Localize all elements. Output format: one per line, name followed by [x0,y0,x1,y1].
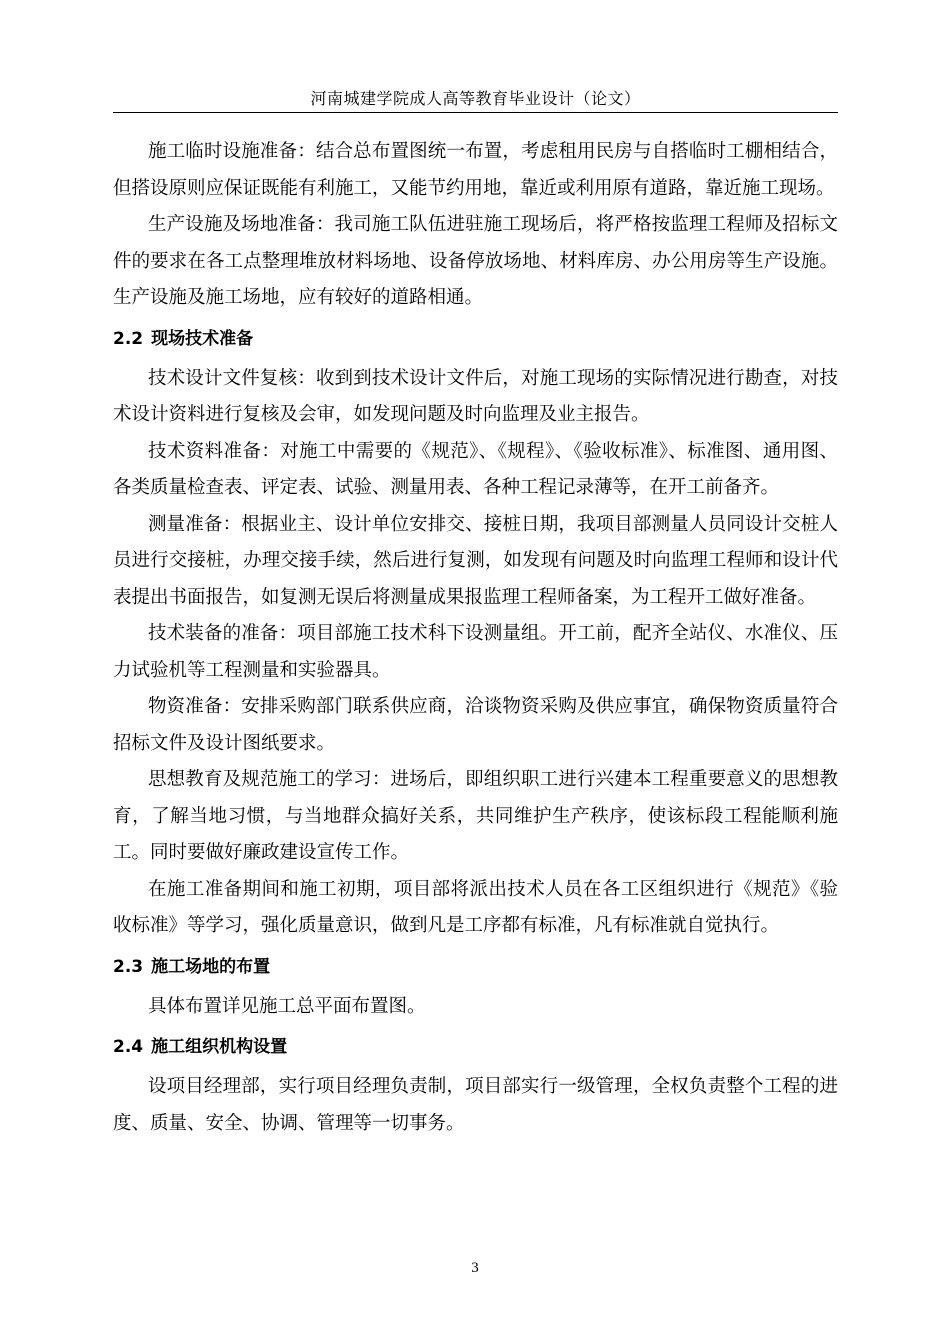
paragraph-survey-preparation: 测量准备：根据业主、设计单位安排交、接桩日期，我项目部测量人员同设计交桩人员进行交接桩，办理交接手续，然后进行复测，如发现有问题及时向监理工程师和设计代表提出书面报告，如复测无误后将测量成果报监理工程师备案，为工程开工做好准备。 [113,513,838,608]
section-title: 施工场地的布置 [151,956,271,977]
document-body [113,134,838,1142]
section-number: 2.4 [113,1037,144,1057]
section-number: 2.2 [113,328,144,349]
section-title: 现场技术准备 [151,328,254,349]
section-number: 2.3 [113,956,144,977]
paragraph-organization: 设项目经理部，实行项目经理负责制，项目部实行一级管理，全权负责整个工程的进度、质量、安全、协调、管理等一切事务。 [113,1076,838,1134]
paragraph-temporary-facilities: 施工临时设施准备：结合总布置图统一布置，考虑租用民房与自搭临时工棚相结合，但搭设原则应保证既能有利施工，又能节约用地，靠近或利用原有道路，靠近施工现场。 [113,141,838,199]
paragraph-materials-preparation: 物资准备：安排采购部门联系供应商，洽谈物资采购及供应事宜，确保物资质量符合招标文件及设计图纸要求。 [113,696,838,754]
paragraph-equipment-preparation: 技术装备的准备：项目部施工技术科下设测量组。开工前，配齐全站仪、水准仪、压力试验机等工程测量和实验器具。 [113,623,838,681]
section-title: 施工组织机构设置 [151,1037,288,1057]
page-number: 3 [471,1260,479,1276]
paragraph-standards-study: 在施工准备期间和施工初期，项目部将派出技术人员在各工区组织进行《规范》《验收标准》等学习，强化质量意识，做到凡是工序都有标准，凡有标准就自觉执行。 [113,878,838,936]
paragraph-design-review: 技术设计文件复核：收到到技术设计文件后，对施工现场的实际情况进行勘查，对技术设计资料进行复核及会审，如发现问题及时向监理及业主报告。 [113,367,838,425]
paragraph-technical-documents: 技术资料准备：对施工中需要的《规范》、《规程》、《验收标准》、标准图、通用图、各类质量检查表、评定表、试验、测量用表、各种工程记录薄等，在开工前备齐。 [113,440,838,498]
paragraph-education-training: 思想教育及规范施工的学习：进场后，即组织职工进行兴建本工程重要意义的思想教育，了解当地习惯，与当地群众搞好关系，共同维护生产秩序，使该标段工程能顺利施工。同时要做好廉政建设宣传工作。 [113,769,838,863]
paragraph-production-facilities: 生产设施及场地准备：我司施工队伍进驻施工现场后，将严格按监理工程师及招标文件的要求在各工点整理堆放材料场地、设备停放场地、材料库房、办公用房等生产设施。生产设施及施工场地，应有较好的道路相通。 [113,214,838,308]
section-heading-2-2 [113,317,838,361]
header-divider [113,112,838,113]
section-heading-2-3 [113,945,838,989]
page-header: 河南城建学院成人高等教育毕业设计（论文） [310,89,641,108]
section-heading-2-4 [113,1025,838,1069]
paragraph-site-layout: 具体布置详见施工总平面布置图。 [148,995,426,1017]
